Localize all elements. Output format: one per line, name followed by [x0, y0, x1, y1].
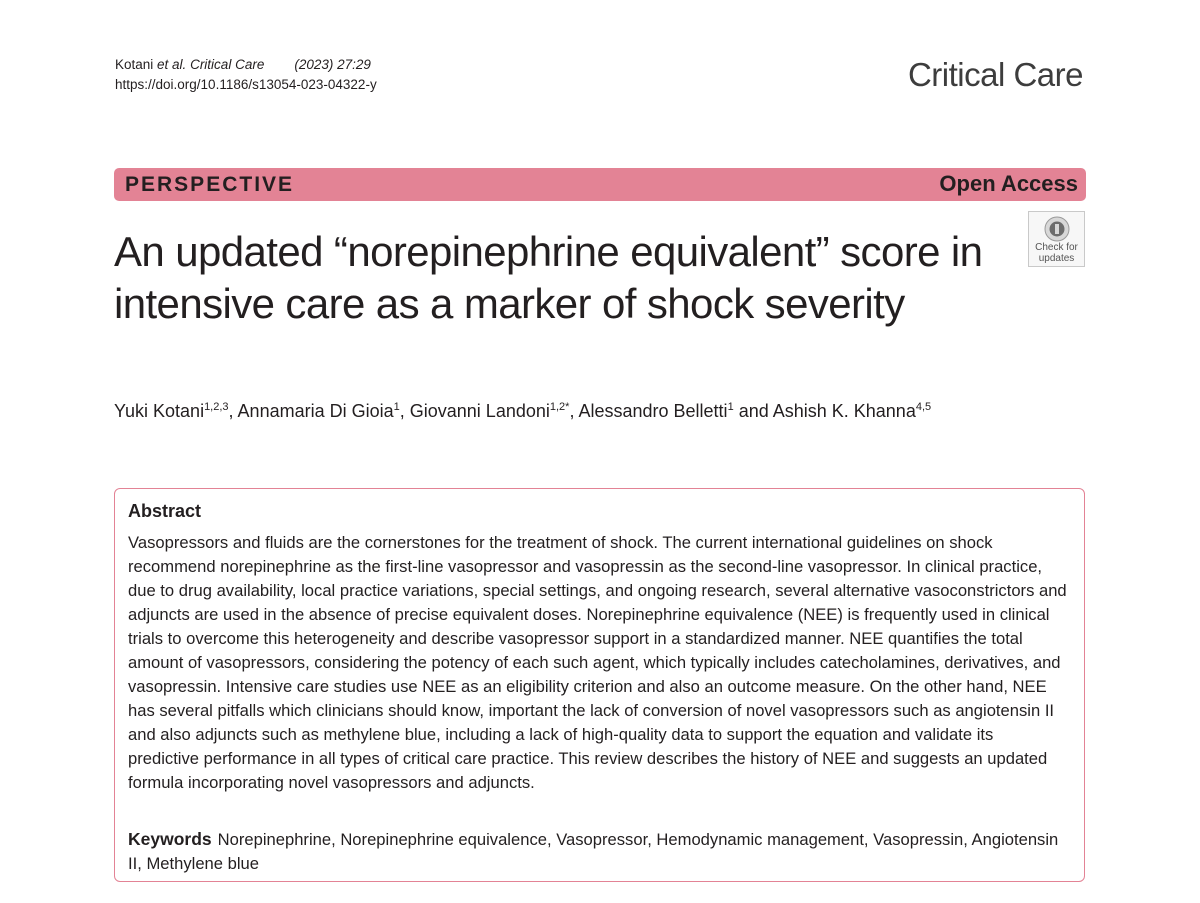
citation-doi[interactable]: https://doi.org/10.1186/s13054-023-04322-y [115, 77, 377, 92]
citation-year-issue: (2023) 27:29 [294, 57, 371, 72]
author-1[interactable]: Yuki Kotani$^{1,2,3}$ [114, 401, 229, 421]
author-separator: , [228, 401, 238, 421]
open-access-label: Open Access [939, 171, 1078, 196]
author-1-affiliation: 1,2,3 [204, 401, 229, 413]
author-list [114, 401, 931, 422]
citation-authors: Kotani [115, 57, 158, 72]
abstract-text: Vasopressors and fluids are the cornerstones for the treatment of shock. The current international guidelines on shock recommend norepinephrine as the first-line vasopressor and vasopressin as the second-line vasopressor. In clinical practice, due to drug availability, local practice variations, special settings, and ongoing research, several alternative vasoconstrictors and adjuncts are used in the absence of precise equivalent doses. Norepinephrine equivalence (NEE) is frequently used in clinical trials to overcome this heterogeneity and describe vasopressor support in a standardized manner. NEE quantifies the total amount of vasopressors, considering the potency of each such agent, which typically includes catecholamines, derivatives, and vasopressin. Intensive care studies use NEE as an eligibility criterion and also an outcome measure. On the other hand, NEE has several pitfalls which clinicians should know, important the lack of conversion of novel vasopressors such as angiotensin II and also adjuncts such as methylene blue, including a lack of high-quality data to support the equation and validate its predictive performance in all types of critical care practice. This review describes the history of NEE and suggests an updated formula incorporating novel vasopressors and adjuncts. [128, 533, 1067, 792]
author-4[interactable]: Alessandro Belletti$^1$ [578, 401, 734, 421]
author-5[interactable]: Ashish K. Khanna$^{4,5}$ [772, 401, 932, 421]
crossmark-icon [1044, 216, 1070, 242]
citation-line [115, 55, 377, 75]
author-2-affiliation: 1 [393, 401, 400, 413]
author-4-affiliation: 1 [727, 401, 734, 413]
abstract-box [114, 488, 1085, 882]
author-3[interactable]: Giovanni Landoni$^{1,2*}$ [409, 401, 570, 421]
author-separator: , [569, 401, 579, 421]
author-separator: , [399, 401, 410, 421]
check-for-updates-badge[interactable] [1028, 211, 1085, 267]
keywords-label: Keywords [128, 829, 212, 849]
journal-logo: Critical Care [907, 56, 1083, 93]
abstract-heading: Abstract [128, 501, 202, 521]
author-3-affiliation: 1,2* [549, 401, 570, 413]
article-type-label: PERSPECTIVE [125, 173, 295, 196]
article-type-banner [114, 168, 1086, 201]
citation-etal: et al. [157, 57, 187, 72]
citation-journal: Critical Care [186, 57, 265, 72]
author-5-affiliation: 4,5 [915, 401, 932, 413]
check-for-updates-text-2: updates [1038, 253, 1075, 264]
keywords-list: Norepinephrine, Norepinephrine equivalence, Vasopressor, Hemodynamic management, Vasopressin, Angiotensin II, Methylene blue [128, 830, 1059, 873]
keywords-line [128, 827, 1068, 876]
article-title: An updated “norepinephrine equivalent” score in intensive care as a marker of shock severity [114, 228, 983, 327]
author-separator: and [733, 401, 773, 421]
citation-block [115, 55, 377, 95]
author-2[interactable]: Annamaria Di Gioia$^1$ [237, 401, 400, 421]
check-for-updates-text-1: Check for [1035, 242, 1078, 253]
